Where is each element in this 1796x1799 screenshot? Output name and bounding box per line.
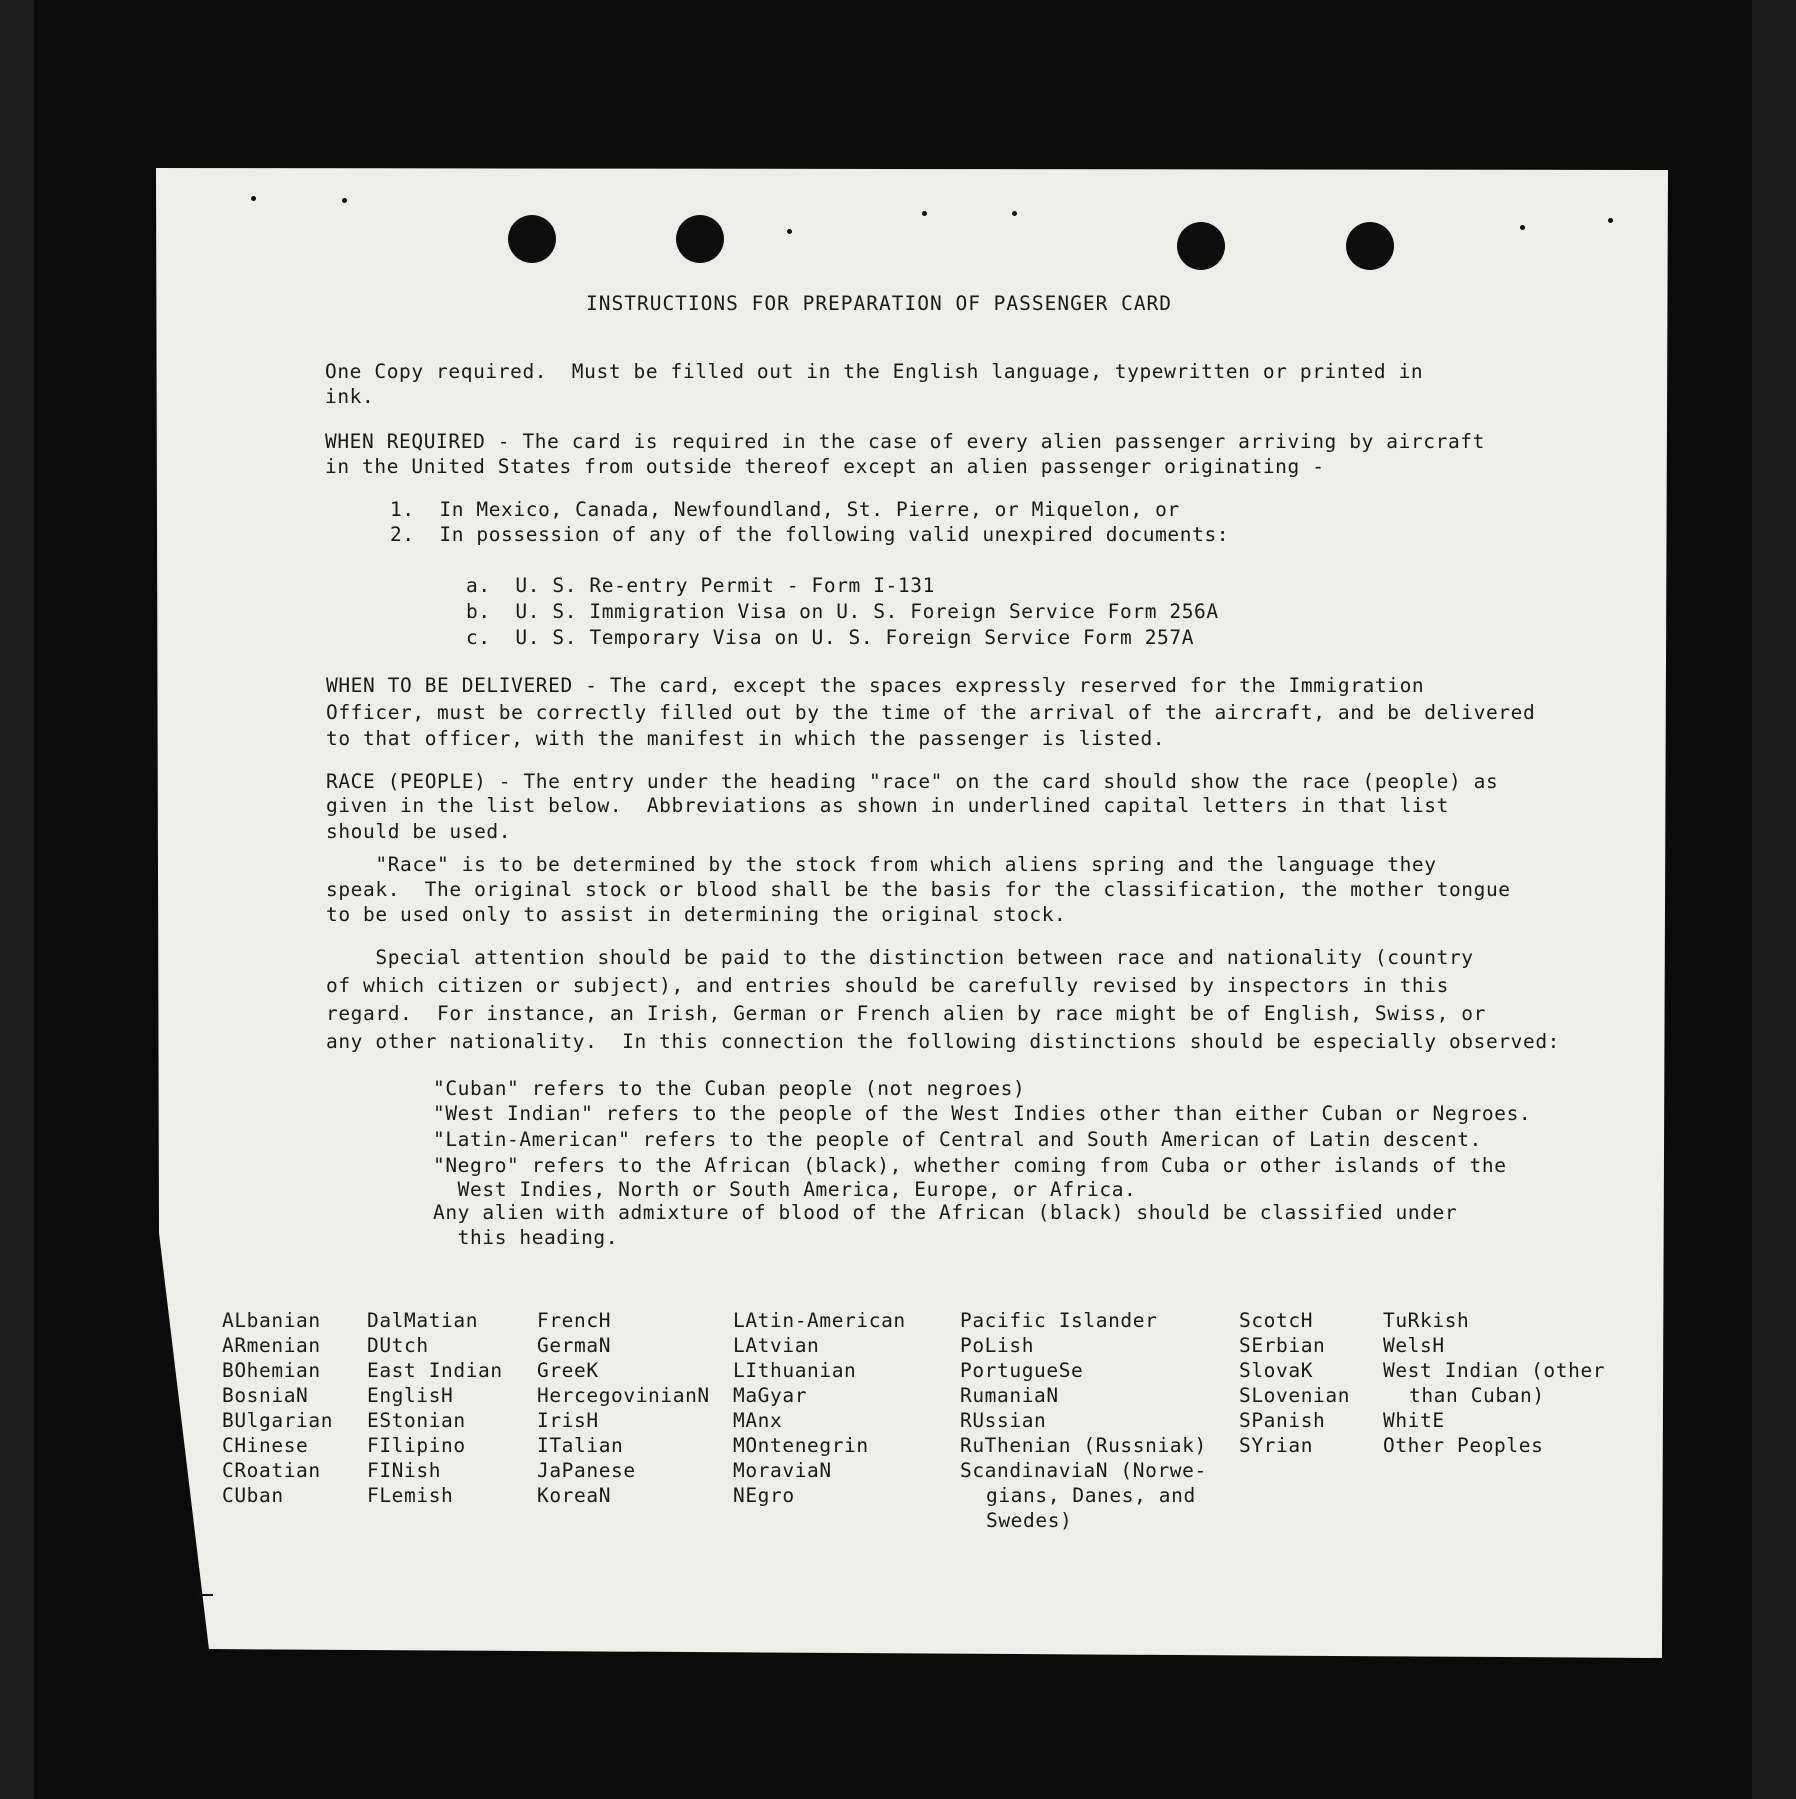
race-list-column-2 [367, 1308, 503, 1508]
race-list-column-5 [960, 1308, 1207, 1533]
when-delivered-line: WHEN TO BE DELIVERED - The card, except the spaces expressly reserved for the Immigration [326, 674, 1425, 697]
race-line: given in the list below. Abbreviations as shown in underlined capital letters in that list [326, 794, 1449, 817]
definition-admixture: Any alien with admixture of blood of the African (black) should be classified under [433, 1201, 1458, 1224]
definition-negro: "Negro" refers to the African (black), whether coming from Cuba or other islands of the [433, 1154, 1507, 1177]
race-entry: CRoatian [222, 1459, 321, 1482]
when-delivered-line: Officer, must be correctly filled out by the time of the arrival of the aircraft, and be delivered [326, 701, 1536, 724]
race-entry: SPanish [1239, 1409, 1326, 1432]
when-required-line: WHEN REQUIRED - The card is required in the case of every alien passenger arriving by aircraft [325, 430, 1485, 453]
race-entry: SYrian [1239, 1434, 1314, 1457]
race-entry: LAtvian [733, 1334, 820, 1357]
race-entry: CUban [222, 1484, 284, 1507]
race-entry-continued: than Cuban) [1409, 1384, 1545, 1407]
punch-hole [508, 215, 556, 263]
speck [1608, 218, 1613, 223]
speck [251, 196, 256, 201]
race-entry: DalMatian [367, 1309, 479, 1332]
race-entry: East Indian [367, 1359, 503, 1382]
document-item: b. U. S. Immigration Visa on U. S. Foreign Service Form 256A [466, 600, 1219, 623]
race-entry: ARmenian [222, 1334, 321, 1357]
race-entry: PoLish [960, 1334, 1035, 1357]
stock-line: "Race" is to be determined by the stock from which aliens spring and the language they [326, 853, 1437, 876]
special-attention-line: Special attention should be paid to the distinction between race and nationality (country [326, 946, 1474, 969]
race-entry: BosniaN [222, 1384, 309, 1407]
intro-line: One Copy required. Must be filled out in the English language, typewritten or printed in [325, 360, 1424, 383]
race-entry: ScotcH [1239, 1309, 1314, 1332]
race-entry: JaPanese [537, 1459, 636, 1482]
definition-cuban: "Cuban" refers to the Cuban people (not negroes) [433, 1077, 1026, 1100]
race-entry: LAtin-American [733, 1309, 906, 1332]
definition-negro: West Indies, North or South America, Europe, or Africa. [433, 1178, 1137, 1201]
race-entry: ScandinaviaN (Norwe- [960, 1459, 1207, 1482]
race-entry: IrisH [537, 1409, 599, 1432]
race-entry: RuThenian (Russniak) [960, 1434, 1207, 1457]
race-entry: SlovaK [1239, 1359, 1314, 1382]
race-line: should be used. [326, 820, 512, 843]
race-entry: RumaniaN [960, 1384, 1059, 1407]
race-entry: FINish [367, 1459, 442, 1482]
special-attention-line: any other nationality. In this connection the following distinctions should be especially observed: [326, 1030, 1560, 1053]
race-entry: GermaN [537, 1334, 612, 1357]
race-list-column-1 [222, 1308, 333, 1508]
speck [787, 229, 792, 234]
race-entry: SLovenian [1239, 1384, 1351, 1407]
definition-west-indian: "West Indian" refers to the people of the West Indies other than either Cuban or Negroes. [433, 1102, 1532, 1125]
race-entry: TuRkish [1383, 1309, 1470, 1332]
race-entry: DUtch [367, 1334, 429, 1357]
race-entry: NEgro [733, 1484, 795, 1507]
page-mark [197, 1594, 213, 1596]
punch-hole [676, 215, 724, 263]
document-item: a. U. S. Re-entry Permit - Form I-131 [466, 574, 935, 597]
stock-line: speak. The original stock or blood shall be the basis for the classification, the mother tongue [326, 878, 1511, 901]
race-entry: LIthuanian [733, 1359, 857, 1382]
race-entry-continued: Swedes) [986, 1509, 1073, 1532]
race-entry: FIlipino [367, 1434, 466, 1457]
race-entry: HercegovinianN [537, 1384, 710, 1407]
punch-hole [1177, 222, 1225, 270]
race-entry: SErbian [1239, 1334, 1326, 1357]
special-attention-line: regard. For instance, an Irish, German or French alien by race might be of English, Swiss, or [326, 1002, 1486, 1025]
race-entry: BOhemian [222, 1359, 321, 1382]
race-entry: EStonian [367, 1409, 466, 1432]
race-entry: GreeK [537, 1359, 599, 1382]
race-entry: FrencH [537, 1309, 612, 1332]
speck [1520, 225, 1525, 230]
race-entry: RUssian [960, 1409, 1047, 1432]
race-entry: PortugueSe [960, 1359, 1084, 1382]
race-entry: Other Peoples [1383, 1434, 1544, 1457]
race-entry: ALbanian [222, 1309, 321, 1332]
race-entry: EnglisH [367, 1384, 454, 1407]
race-entry: FLemish [367, 1484, 454, 1507]
special-attention-line: of which citizen or subject), and entries should be carefully revised by inspectors in this [326, 974, 1449, 997]
when-delivered-line: to that officer, with the manifest in which the passenger is listed. [326, 727, 1166, 750]
race-entry: KoreaN [537, 1484, 612, 1507]
race-entry: MOntenegrin [733, 1434, 869, 1457]
film-edge-right [1752, 0, 1796, 1799]
punch-hole [1346, 222, 1394, 270]
race-entry: MAnx [733, 1409, 783, 1432]
origin-item: 1. In Mexico, Canada, Newfoundland, St. Pierre, or Miquelon, or [390, 498, 1180, 521]
race-list-column-3 [537, 1308, 710, 1508]
race-entry: ITalian [537, 1434, 624, 1457]
intro-line: ink. [325, 385, 375, 408]
stock-line: to be used only to assist in determining the original stock. [326, 903, 1067, 926]
race-entry: WhitE [1383, 1409, 1445, 1432]
race-entry: MoraviaN [733, 1459, 832, 1482]
race-entry: WelsH [1383, 1334, 1445, 1357]
speck [342, 198, 347, 203]
race-list-column-6 [1239, 1308, 1350, 1458]
race-entry: Pacific Islander [960, 1309, 1158, 1332]
race-entry: BUlgarian [222, 1409, 334, 1432]
speck [922, 211, 927, 216]
race-entry-continued: gians, Danes, and [986, 1484, 1196, 1507]
speck [1012, 211, 1017, 216]
document-title: INSTRUCTIONS FOR PREPARATION OF PASSENGER CARD [586, 292, 1173, 315]
when-required-line: in the United States from outside thereof except an alien passenger originating - [325, 455, 1325, 478]
origin-item: 2. In possession of any of the following valid unexpired documents: [390, 523, 1230, 546]
document-item: c. U. S. Temporary Visa on U. S. Foreign Service Form 257A [466, 626, 1195, 649]
definition-latin-american: "Latin-American" refers to the people of Central and South American of Latin descent. [433, 1128, 1482, 1151]
race-line: RACE (PEOPLE) - The entry under the heading "race" on the card should show the race (people) as [326, 770, 1499, 793]
definition-admixture: this heading. [433, 1226, 619, 1249]
race-entry: CHinese [222, 1434, 309, 1457]
race-list-column-7 [1383, 1308, 1605, 1458]
race-entry: West Indian (other [1383, 1359, 1606, 1382]
film-edge-left [0, 0, 34, 1799]
race-list-column-4 [733, 1308, 906, 1508]
race-entry: MaGyar [733, 1384, 808, 1407]
